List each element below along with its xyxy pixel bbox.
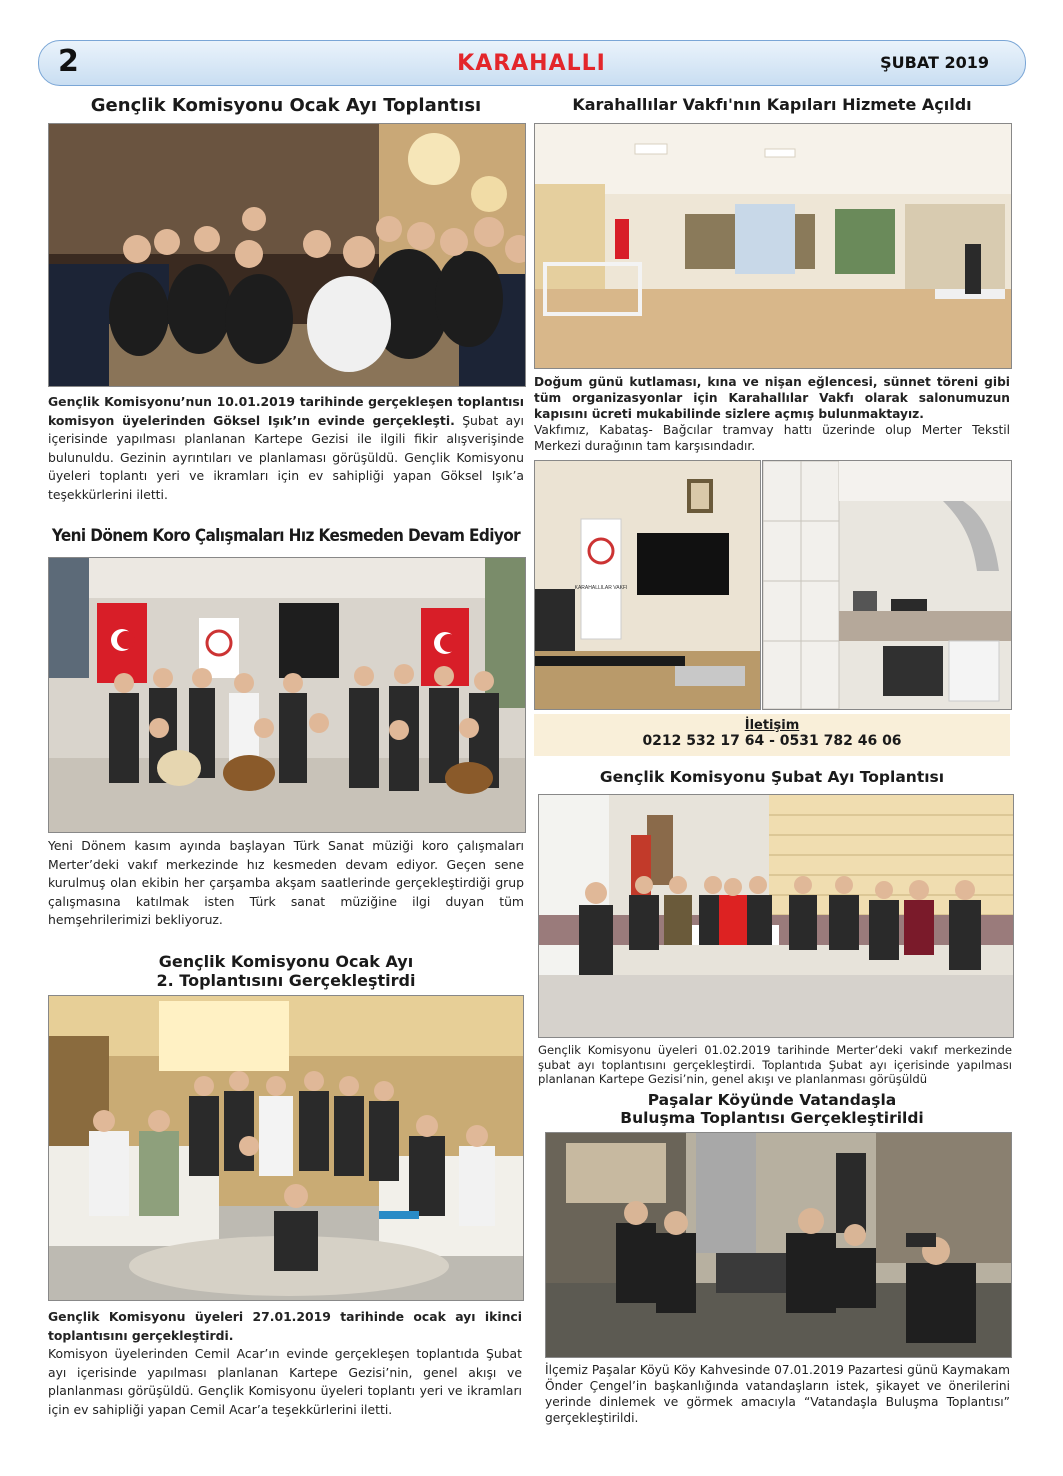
photo-vakif-kitchen — [762, 460, 1012, 710]
photo-vakif-hall — [534, 123, 1012, 369]
article-title-vakif-hizmet: Karahallılar Vakfı'nın Kapıları Hizmete Açıldı — [572, 95, 972, 114]
article-body: Şubat ayı içerisinde yapılması planlanan Kartepe Gezisi ile ilgili fikir alışverişinde bulunuldu. Gezinin ayrıntıları ve planlaması görüşüldü. Gençlik Komisyonu üyeleri toplantı yeri ve ikramları için ev sahipliği yapan Göksel Işık’a teşekkürlerini iletti. — [48, 412, 524, 502]
article-lead: Gençlik Komisyonu üyeleri 27.01.2019 tarihinde ocak ayı ikinci toplantısını gerçekleştirdi. — [48, 1309, 522, 1343]
contact-box — [534, 714, 1010, 756]
article-title-pasalar — [534, 1091, 1010, 1127]
photo-koro-rehearsal — [48, 557, 526, 833]
title-line-2: 2. Toplantısını Gerçekleştirdi — [156, 971, 416, 990]
article-lead: Gençlik Komisyonu’nun 10.01.2019 tarihinde gerçekleşen toplantısı komisyon üyelerinden Göksel Işık’ın evinde gerçekleşti. — [48, 394, 524, 428]
photo-genclik-subat-meeting — [538, 794, 1014, 1038]
article-text-vakif-hizmet — [534, 374, 1010, 454]
article-body: Komisyon üyelerinden Cemil Acar’ın evinde gerçekleşen toplantıda Şubat ayı içerisinde yapılması planlanan Kartepe Gezisi’nin, genel akışı ve planlanması görüşüldü. Gençlik Komisyonu üyeleri toplantı yeri ve ikramları için ev sahipliği yapan Cemil Acar’a teşekkürlerini iletti. — [48, 1346, 522, 1417]
article-title-koro: Yeni Dönem Koro Çalışmaları Hız Kesmeden Devam Ediyor — [51, 526, 521, 546]
photo-vakif-tv-room — [534, 460, 761, 710]
photo-genclik-ocak-meeting — [48, 123, 526, 387]
article-title-genclik-subat: Gençlik Komisyonu Şubat Ayı Toplantısı — [599, 768, 945, 786]
article-text-koro: Yeni Dönem kasım ayında başlayan Türk Sanat müziği koro çalışmaları Merter’deki vakıf merkezinde hız kesmeden devam ediyor. Geçen sene kurulmuş olan ekibin her çarşamba akşam saatlerinde gerçekleştirdiği grup çalışmasına katılmak isten Türk sanat müziğine ilgi duyan tüm hemşehrilerimizi bekliyoruz. — [48, 838, 524, 927]
article-text-pasalar: İlçemiz Paşalar Köyü Köy Kahvesinde 07.01.2019 Pazartesi günü Kaymakam Önder Çengel’in başkanlığında vatandaşların istek, şikayet ve önerilerini yerinde dinlemek ve görmek amacıyla “Vatandaşla Buluşma Toplantısı” gerçekleştirildi. — [545, 1363, 1010, 1425]
article-title-genclik-ocak-2 — [48, 952, 524, 990]
vakif-logo-text: KARAHALLILAR VAKFI — [574, 585, 628, 591]
photo-pasalar-village-meeting — [545, 1132, 1012, 1358]
title-line-1: Gençlik Komisyonu Ocak Ayı — [158, 952, 414, 971]
newspaper-name: KARAHALLI — [457, 51, 606, 76]
article-body: Vakfımız, Kabataş- Bağcılar tramvay hattı üzerinde olup Merter Tekstil Merkezi durağının tam karşısındadır. — [534, 423, 1010, 453]
title-line-2: Buluşma Toplantısı Gerçekleştirildi — [620, 1109, 924, 1127]
photo-genclik-ocak-2-meeting — [48, 995, 524, 1301]
article-text-genclik-ocak — [48, 393, 524, 504]
contact-label: İletişim — [744, 718, 800, 733]
article-text-genclik-ocak-2 — [48, 1308, 522, 1419]
issue-date: ŞUBAT 2019 — [880, 53, 989, 72]
page-number: 2 — [58, 44, 79, 79]
article-lead: Doğum günü kutlaması, kına ve nişan eğlencesi, sünnet töreni gibi tüm organizasyonlar için Karahallılar Vakfı olarak salonumuzun kapısını ücreti mukabilinde sizlere açmış bulunmaktayız. — [534, 375, 1010, 421]
article-text-genclik-subat: Gençlik Komisyonu üyeleri 01.02.2019 tarihinde Merter’deki vakıf merkezinde şubat ayı toplantısını gerçekleştirdi. Toplantıda Şubat ayı içerisinde yapılması planlanan Kartepe Gezisi’nin, genel akışı ve planlanması görüşüldü — [538, 1043, 1012, 1086]
contact-phones: 0212 532 17 64 - 0531 782 46 06 — [642, 733, 902, 749]
title-line-1: Paşalar Köyünde Vatandaşla — [647, 1091, 897, 1109]
article-title-genclik-ocak: Gençlik Komisyonu Ocak Ayı Toplantısı — [90, 95, 482, 116]
